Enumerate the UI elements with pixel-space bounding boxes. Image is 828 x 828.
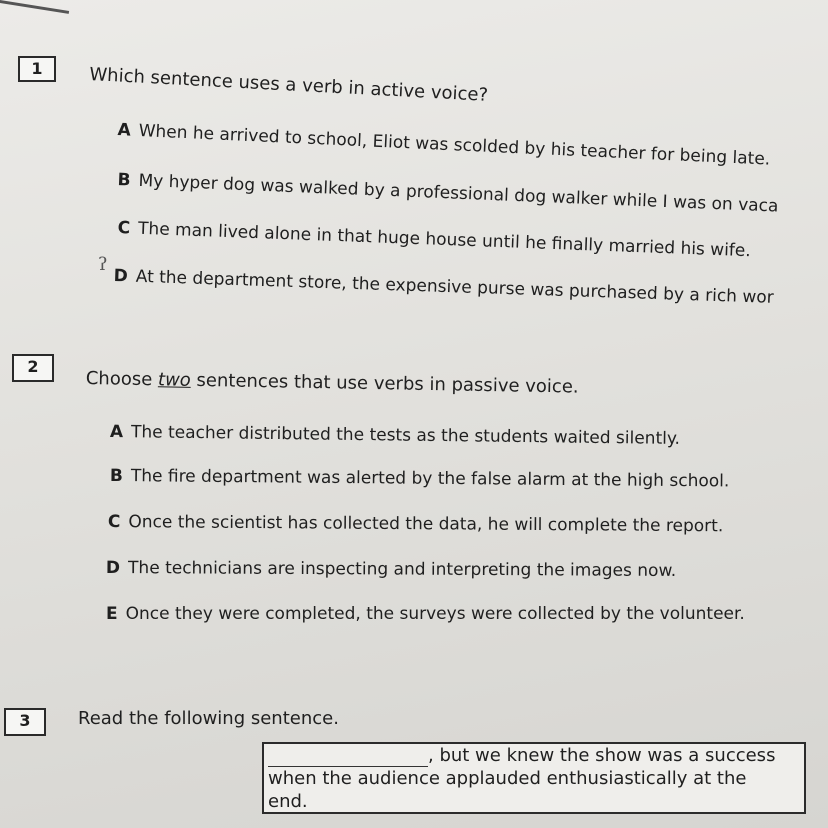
sentence-line-1 (268, 744, 800, 767)
option-text: When he arrived to school, Eliot was scolded by his teacher for being late. (138, 120, 771, 170)
prompt-emphasis: two (157, 369, 191, 391)
q1-option-b[interactable] (117, 170, 779, 217)
q2-option-b[interactable] (110, 466, 730, 491)
option-letter: A (109, 422, 124, 443)
option-text: Once they were completed, the surveys were collected by the volunteer. (125, 604, 745, 624)
question-1-number: 1 (18, 56, 56, 82)
question-3-prompt: Read the following sentence. (78, 708, 339, 729)
q1-option-a[interactable] (117, 120, 771, 170)
option-text: Once the scientist has collected the data, he will complete the report. (128, 512, 724, 537)
pencil-mark: ʔ (98, 254, 108, 275)
q1-option-d[interactable] (113, 266, 774, 308)
question-3-number: 3 (4, 708, 46, 736)
q2-option-e[interactable] (106, 604, 745, 624)
question-1-prompt: Which sentence uses a verb in active voice? (88, 64, 489, 106)
option-letter: E (106, 604, 118, 624)
question-2-number: 2 (12, 354, 54, 382)
question-2-prompt (86, 368, 579, 398)
option-letter: C (117, 218, 131, 239)
option-text: The man lived alone in that huge house until he finally married his wife. (137, 218, 752, 262)
option-text: My hyper dog was walked by a professional dog walker while I was on vaca (138, 170, 779, 217)
sentence-text-1: , but we knew the show was a success (428, 745, 776, 766)
option-letter: B (117, 170, 131, 191)
q2-option-a[interactable] (110, 422, 680, 449)
q2-option-c[interactable] (108, 512, 723, 536)
page-edge-line (0, 0, 69, 14)
sentence-box (262, 742, 806, 814)
fill-in-blank[interactable] (268, 748, 428, 767)
option-text: At the department store, the expensive purse was purchased by a rich wor (135, 266, 774, 308)
sentence-line-3: end. (268, 791, 308, 812)
q2-option-d[interactable] (106, 558, 676, 581)
option-letter: A (117, 120, 132, 141)
option-letter: C (107, 512, 121, 533)
option-text: The technicians are inspecting and interpreting the images now. (128, 558, 677, 581)
prompt-end: sentences that use verbs in passive voice. (190, 369, 579, 398)
q1-option-c[interactable] (117, 218, 751, 261)
option-text: The teacher distributed the tests as the students waited silently. (130, 422, 681, 449)
sentence-line-2: when the audience applauded enthusiastically at the (268, 768, 747, 789)
option-letter: D (113, 266, 129, 287)
prompt-start: Choose (85, 368, 159, 391)
option-letter: D (105, 558, 121, 579)
option-letter: B (109, 466, 123, 487)
option-text: The fire department was alerted by the false alarm at the high school. (130, 466, 730, 492)
